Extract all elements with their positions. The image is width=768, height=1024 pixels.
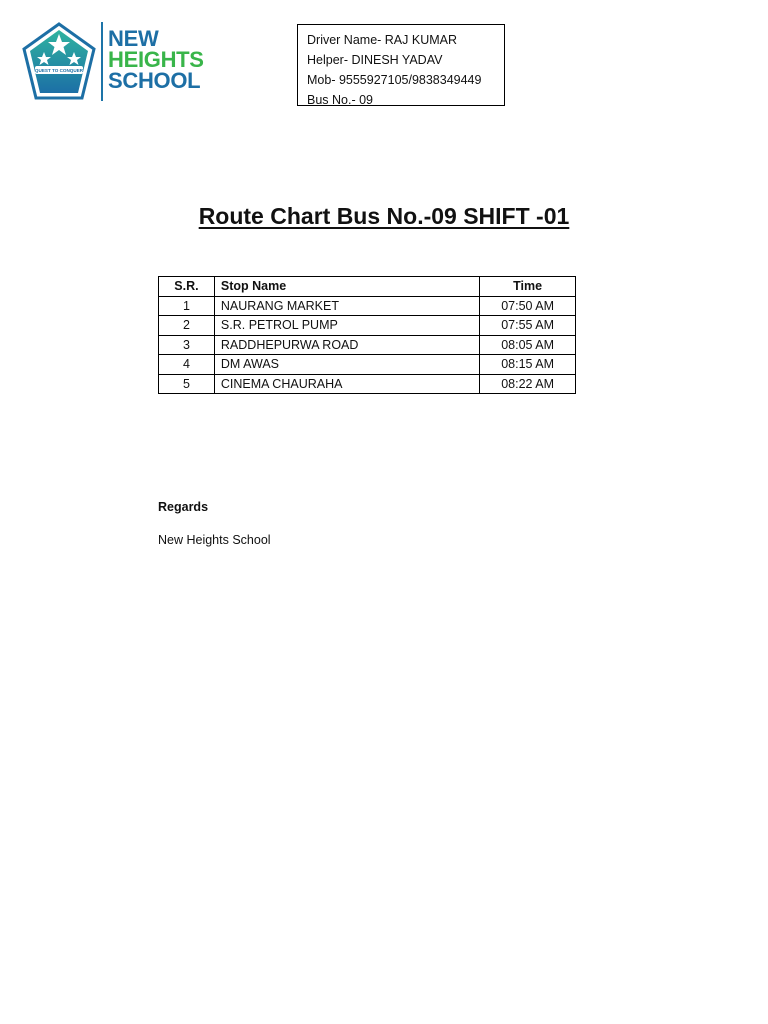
logo-line-school: SCHOOL — [108, 68, 201, 93]
cell-sr: 3 — [159, 335, 215, 355]
header-stop-name: Stop Name — [214, 277, 479, 297]
cell-stop-name: CINEMA CHAURAHA — [214, 374, 479, 394]
table-row — [159, 316, 576, 336]
cell-sr: 2 — [159, 316, 215, 336]
cell-time: 07:50 AM — [480, 296, 576, 316]
table-row — [159, 374, 576, 394]
cell-time: 07:55 AM — [480, 316, 576, 336]
logo-divider — [101, 22, 103, 101]
signoff-school-name: New Heights School — [158, 533, 271, 547]
cell-stop-name: DM AWAS — [214, 355, 479, 375]
bus-info-box — [297, 24, 505, 106]
cell-stop-name: NAURANG MARKET — [214, 296, 479, 316]
table-row — [159, 296, 576, 316]
logo-line-new: NEW — [108, 26, 159, 51]
helper-name: Helper- DINESH YADAV — [307, 53, 443, 67]
table-row — [159, 355, 576, 375]
driver-name: Driver Name- RAJ KUMAR — [307, 33, 458, 47]
cell-time: 08:22 AM — [480, 374, 576, 394]
page-title: Route Chart Bus No.-09 SHIFT -01 — [198, 203, 570, 229]
regards-label: Regards — [158, 500, 209, 514]
logo-line-heights: HEIGHTS — [108, 47, 204, 72]
cell-sr: 5 — [159, 374, 215, 394]
cell-sr: 1 — [159, 296, 215, 316]
bus-number: Bus No.- 09 — [307, 93, 374, 107]
cell-time: 08:05 AM — [480, 335, 576, 355]
cell-stop-name: RADDHEPURWA ROAD — [214, 335, 479, 355]
header-time: Time — [480, 277, 576, 297]
school-logo — [22, 22, 212, 104]
cell-stop-name: S.R. PETROL PUMP — [214, 316, 479, 336]
header-sr: S.R. — [159, 277, 215, 297]
route-table — [158, 276, 576, 394]
emblem-motto: QUEST TO CONQUER — [34, 68, 84, 73]
mobile-number: Mob- 9555927105/9838349449 — [307, 73, 482, 87]
cell-time: 08:15 AM — [480, 355, 576, 375]
logo-wordmark — [108, 28, 204, 91]
cell-sr: 4 — [159, 355, 215, 375]
table-row — [159, 335, 576, 355]
table-header-row — [159, 277, 576, 297]
shield-emblem-icon — [22, 22, 96, 102]
